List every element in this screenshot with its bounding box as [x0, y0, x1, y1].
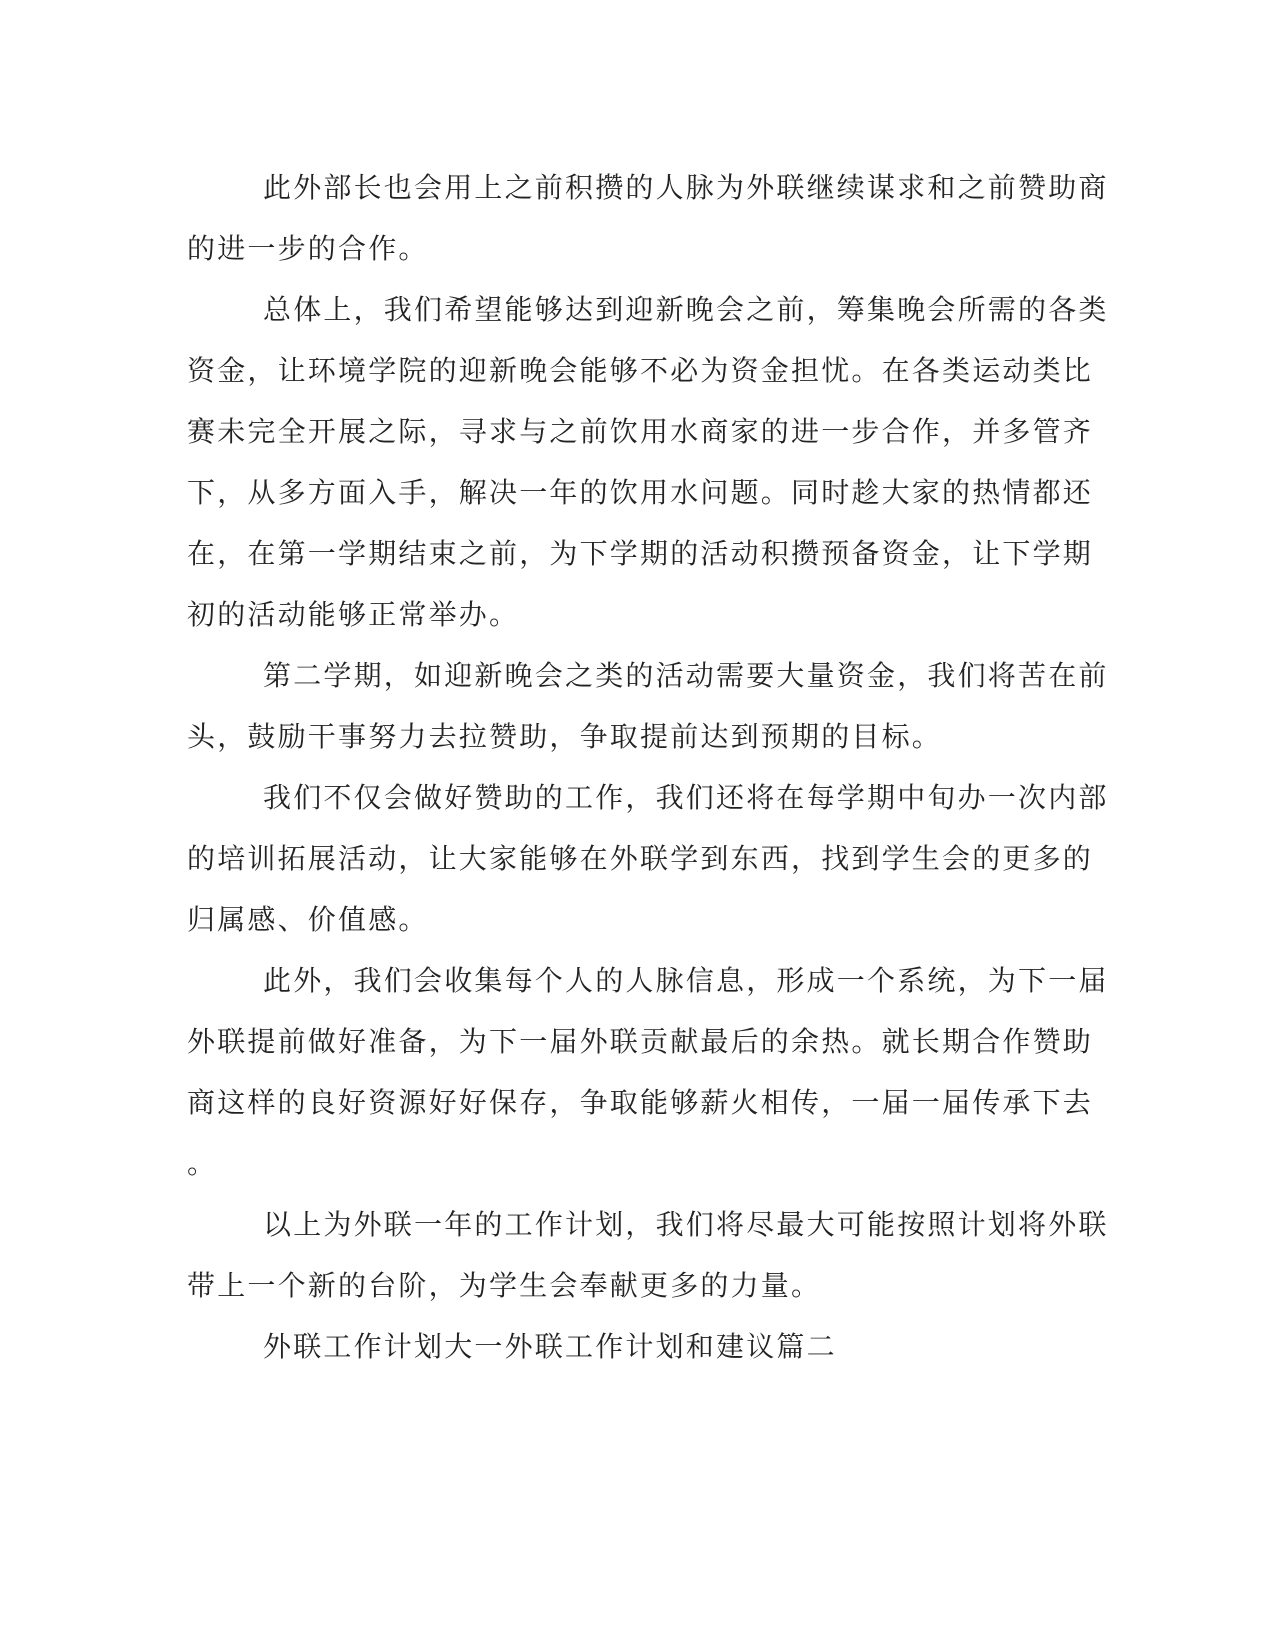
heading-line: 外联工作计划大一外联工作计划和建议篇二	[263, 1330, 837, 1363]
paragraph-line: 带上一个新的台阶，为学生会奉献更多的力量。	[187, 1269, 822, 1302]
paragraph-5	[187, 950, 1109, 1194]
paragraph-line: 商这样的良好资源好好保存，争取能够薪火相传，一届一届传承下去	[187, 1086, 1094, 1119]
paragraph-3	[187, 645, 1109, 767]
paragraph-line: 初的活动能够正常举办。	[187, 598, 520, 631]
paragraph-line: 总体上，我们希望能够达到迎新晚会之前，筹集晚会所需的各类	[263, 293, 1109, 326]
paragraph-line: 下，从多方面入手，解决一年的饮用水问题。同时趁大家的热情都还	[187, 476, 1094, 509]
paragraph-line: 在，在第一学期结束之前，为下学期的活动积攒预备资金，让下学期	[187, 537, 1094, 570]
paragraph-line: 以上为外联一年的工作计划，我们将尽最大可能按照计划将外联	[263, 1208, 1109, 1241]
paragraph-1	[187, 157, 1109, 279]
paragraph-2	[187, 279, 1109, 645]
paragraph-line: 此外部长也会用上之前积攒的人脉为外联继续谋求和之前赞助商	[263, 171, 1109, 204]
paragraph-line: 资金，让环境学院的迎新晚会能够不必为资金担忧。在各类运动类比	[187, 354, 1094, 387]
paragraph-line: 我们不仅会做好赞助的工作，我们还将在每学期中旬办一次内部	[263, 781, 1109, 814]
paragraph-line: 第二学期，如迎新晚会之类的活动需要大量资金，我们将苦在前	[263, 659, 1109, 692]
paragraph-line: 赛未完全开展之际，寻求与之前饮用水商家的进一步合作，并多管齐	[187, 415, 1094, 448]
paragraph-line: 。	[187, 1147, 218, 1180]
paragraph-line: 外联提前做好准备，为下一届外联贡献最后的余热。就长期合作赞助	[187, 1025, 1094, 1058]
paragraph-line: 的进一步的合作。	[187, 232, 429, 265]
paragraph-6	[187, 1194, 1109, 1316]
section-heading	[187, 1316, 1067, 1377]
paragraph-line: 头，鼓励干事努力去拉赞助，争取提前达到预期的目标。	[187, 720, 943, 753]
paragraph-line: 此外，我们会收集每个人的人脉信息，形成一个系统，为下一届	[263, 964, 1109, 997]
paragraph-line: 归属感、价值感。	[187, 903, 429, 936]
paragraph-line: 的培训拓展活动，让大家能够在外联学到东西，找到学生会的更多的	[187, 842, 1094, 875]
document-body	[187, 157, 1109, 1377]
paragraph-4	[187, 767, 1109, 950]
